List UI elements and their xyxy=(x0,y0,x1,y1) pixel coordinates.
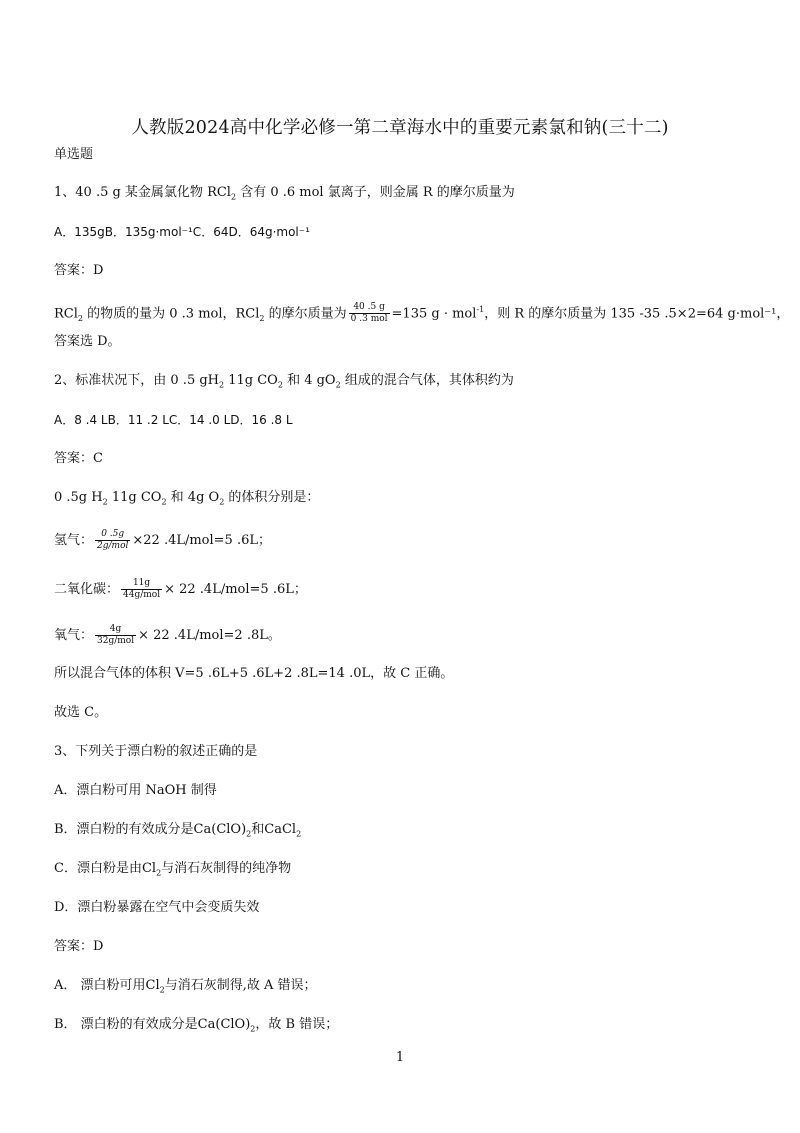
question-3-option-c: C．漂白粉是由$Cl_2$与消石灰制得的纯净物 xyxy=(54,861,292,878)
question-1-answer: 答案：D xyxy=(54,263,104,278)
question-3-stem: 3、下列关于漂白粉的叙述正确的是 xyxy=(54,744,258,759)
question-2-conclusion: 故选 C。 xyxy=(54,705,108,720)
question-3-explanation-a: A． 漂白粉可用$Cl_2$与消石灰制得,故 A 错误； xyxy=(54,978,317,995)
question-3-explanation-b: B． 漂白粉的有效成分是$Ca(ClO)_2$，故 B 错误； xyxy=(54,1017,339,1034)
hydrogen-fraction: $\frac{0 .5g}{\text{2g/mol}}$ xyxy=(97,529,129,551)
carbon-dioxide-fraction: $\frac{11g}{\text{44g/mol}}$ xyxy=(123,578,161,600)
question-2-options: A．8 .4 LB．11 .2 LC．14 .0 LD．16 .8 L xyxy=(54,413,293,427)
document-title: 人教版2024高中化学必修一第二章海水中的重要元素氯和钠(三十二) xyxy=(131,118,669,138)
page-number: 1 xyxy=(395,1050,405,1065)
oxygen-fraction: $\frac{4g}{\text{32g/mol}}$ xyxy=(97,624,135,646)
molar-mass-fraction: $\frac{40 .5 g}{\text{0 .3 mol}}$ xyxy=(350,302,388,325)
question-3-option-a: A．漂白粉可用 NaOH 制得 xyxy=(54,783,217,798)
question-1-explanation: RCl$_2$ 的物质的量为 0 .3 mol，RCl$_2$ 的摩尔质量为 $\frac{40 .5 g}{\text{0 .3 mol}}$ =135 g · mol$^{-1}$，则 R 的摩尔质量为 135 -35 .5×2=64 g·mol⁻¹， xyxy=(54,302,790,325)
question-1-options: A．135gB．135g·mol⁻¹C．64D．64g·mol⁻¹ xyxy=(54,225,310,239)
oxygen-volume: 氧气： $\frac{4g}{\text{32g/mol}}$ × 22 .4L/mol=2 .8L。 xyxy=(54,624,281,646)
hydrogen-volume: 氢气： $\frac{0 .5g}{\text{2g/mol}}$ ×22 .4L/mol=5 .6L； xyxy=(54,529,272,551)
question-3-option-d: D．漂白粉暴露在空气中会变质失效 xyxy=(54,900,260,915)
question-1-stem: 1、40 .5 g 某金属氯化物 RCl$_2$ 含有 0 .6 mol 氯离子，则金属 R 的摩尔质量为 xyxy=(54,185,515,202)
section-heading: 单选题 xyxy=(54,147,94,162)
question-2-volumes-intro: 0 .5g $H_2$ 11g $CO_2$ 和 4g $O_2$ 的体积分别是： xyxy=(54,490,320,507)
question-1-explanation-end: 答案选 D。 xyxy=(54,334,121,349)
question-3-option-b: B．漂白粉的有效成分是$Ca(ClO)_2$和CaCl$_2$ xyxy=(54,822,302,839)
question-2-stem: 2、标准状况下，由 0 .5 $gH_2$ 11g $CO_2$ 和 4 $gO_2$ 组成的混合气体，其体积约为 xyxy=(54,373,514,390)
carbon-dioxide-volume: 二氧化碳： $\frac{11g}{\text{44g/mol}}$ × 22 .4L/mol=5 .6L； xyxy=(54,578,307,600)
total-volume: 所以混合气体的体积 V=5 .6L+5 .6L+2 .8L=14 .0L，故 C 正确。 xyxy=(54,666,454,681)
question-2-answer: 答案：C xyxy=(54,451,103,466)
question-3-answer: 答案：D xyxy=(54,939,104,954)
